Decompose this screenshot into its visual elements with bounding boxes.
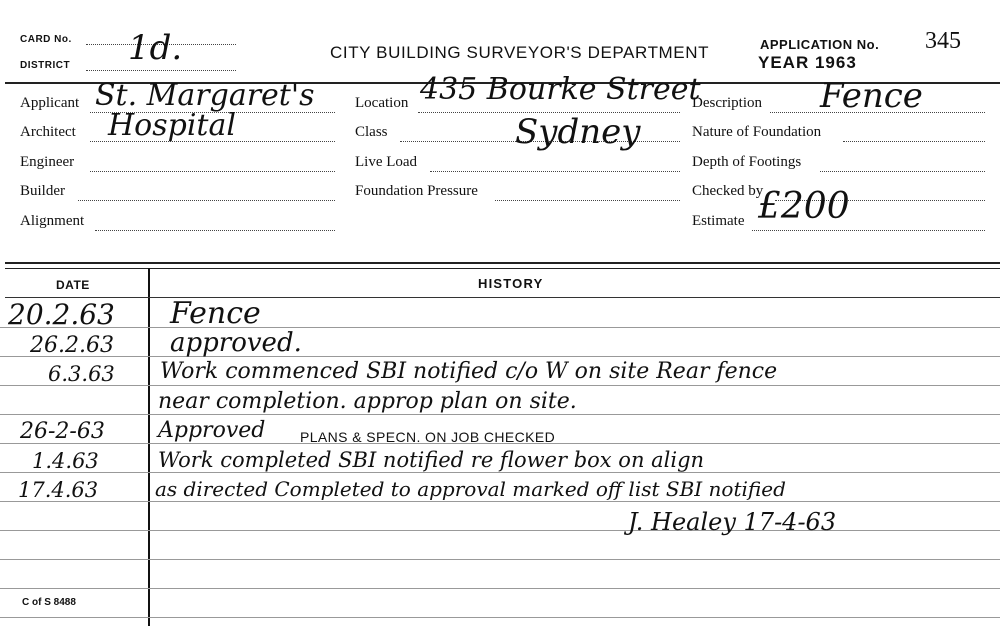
description-label: Description <box>692 95 762 111</box>
history-entry: approved. <box>170 328 302 358</box>
applicant-value: St. Margaret's <box>95 78 315 113</box>
ruled-line <box>0 414 1000 415</box>
live-load-line <box>430 171 680 172</box>
ruled-line <box>0 385 1000 386</box>
history-header-rule <box>5 297 1000 298</box>
history-date: 1.4.63 <box>32 449 99 473</box>
alignment-line <box>95 230 335 231</box>
history-date: 20.2.63 <box>8 298 115 331</box>
estimate-value: £200 <box>758 186 850 227</box>
history-date: 6.3.63 <box>48 362 115 386</box>
foundation-pressure-line <box>495 200 680 201</box>
class-label: Class <box>355 124 388 140</box>
depth-of-footings-line <box>820 171 985 172</box>
engineer-line <box>90 171 335 172</box>
year-label: YEAR 1963 <box>758 53 857 72</box>
history-date: 26-2-63 <box>20 419 105 444</box>
ruled-line <box>0 530 1000 531</box>
district-line <box>86 70 236 71</box>
ruled-line <box>0 356 1000 357</box>
district-label: DISTRICT <box>20 60 71 71</box>
approval-stamp: PLANS & SPECN. ON JOB CHECKED <box>300 429 556 445</box>
application-number: 345 <box>925 28 961 54</box>
class-value: Sydney <box>515 112 641 152</box>
nature-of-foundation-label: Nature of Foundation <box>692 124 822 140</box>
foundation-pressure-label: Foundation Pressure <box>355 183 478 199</box>
builder-label: Builder <box>20 183 65 199</box>
history-top-rule-2 <box>5 268 1000 269</box>
history-date: 17.4.63 <box>18 478 99 502</box>
form-code: C of S 8488 <box>22 597 76 608</box>
location-label: Location <box>355 95 409 111</box>
history-entry: Work completed SBI notified re flower box on align <box>158 448 705 472</box>
department-title: CITY BUILDING SURVEYOR'S DEPARTMENT <box>330 43 710 62</box>
ruled-line <box>0 617 1000 618</box>
signature-entry: J. Healey 17-4-63 <box>628 508 837 536</box>
description-value: Fence <box>820 76 923 116</box>
engineer-label: Engineer <box>20 154 75 170</box>
card-no-value: 1d. <box>128 28 183 68</box>
estimate-label: Estimate <box>692 213 745 229</box>
depth-of-footings-label: Depth of Footings <box>692 154 802 170</box>
estimate-line <box>752 230 985 231</box>
location-value: 435 Bourke Street <box>420 72 701 107</box>
application-label: APPLICATION No. <box>760 37 880 52</box>
history-entry: Approved <box>158 418 266 443</box>
history-entry: Fence <box>170 296 261 331</box>
checked-by-label: Checked by <box>692 183 764 199</box>
nature-of-foundation-line <box>843 141 985 142</box>
ruled-line <box>0 559 1000 560</box>
history-top-rule <box>5 262 1000 264</box>
history-entry: Work commenced SBI notified c/o W on site Rear fence <box>160 359 778 384</box>
history-entry: as directed Completed to approval marked off list SBI notified <box>155 477 786 501</box>
card-no-label: CARD No. <box>20 34 72 45</box>
live-load-label: Live Load <box>355 154 418 170</box>
history-header: HISTORY <box>478 276 544 291</box>
history-entry: near completion. approp plan on site. <box>158 389 577 414</box>
ruled-line <box>0 501 1000 502</box>
ruled-line <box>0 588 1000 589</box>
date-column-divider <box>148 268 150 626</box>
date-header: DATE <box>56 278 90 292</box>
alignment-label: Alignment <box>20 213 85 229</box>
ruled-line <box>0 472 1000 473</box>
history-date: 26.2.63 <box>30 333 114 358</box>
architect-label: Architect <box>20 124 76 140</box>
architect-value: Hospital <box>108 108 236 143</box>
applicant-label: Applicant <box>20 95 80 111</box>
builder-line <box>78 200 335 201</box>
ruled-line <box>0 327 1000 328</box>
